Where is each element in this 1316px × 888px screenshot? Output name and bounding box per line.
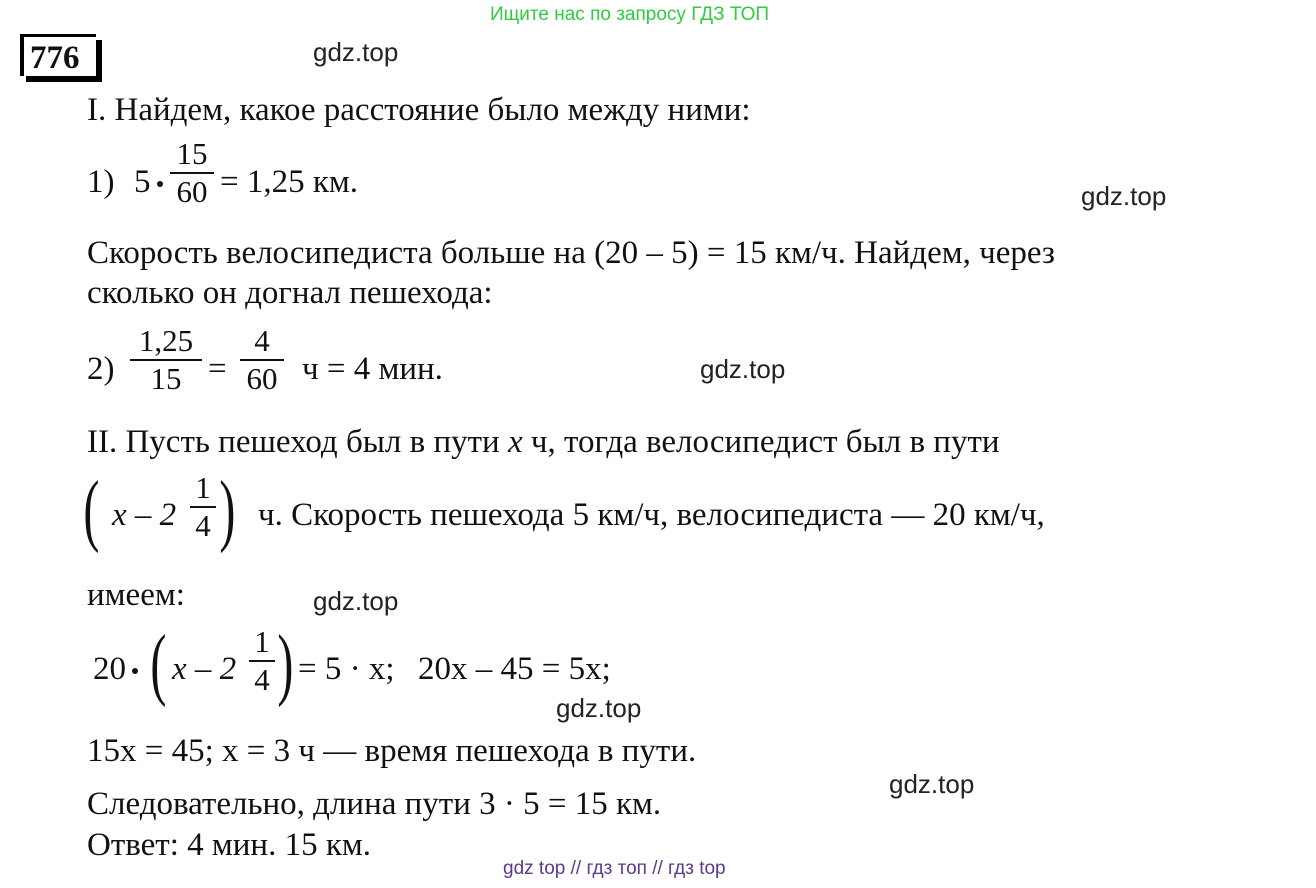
watermark: gdz.top (700, 354, 786, 384)
step2-equals: = (208, 351, 227, 387)
right-paren: ) (219, 466, 236, 554)
solution-line-6: II. Пусть пешеход был в пути x ч, тогда велосипедист был в пути (87, 424, 1000, 460)
watermark: gdz.top (889, 769, 975, 799)
watermark: gdz.top (313, 37, 399, 67)
step2-fraction-1 (130, 325, 202, 395)
step1-lead: 5 (134, 164, 169, 200)
watermark: gdz.top (1081, 181, 1167, 211)
step2-numerator-2: 4 (254, 323, 270, 358)
watermark: gdz.top (556, 693, 642, 723)
right-paren: ) (277, 620, 294, 708)
step2-result: ч = 4 мин. (302, 351, 443, 387)
step1-numerator: 15 (176, 136, 208, 171)
step1-label: 1) (87, 164, 115, 200)
equation-denominator: 4 (254, 662, 270, 697)
equation-numerator: 1 (254, 624, 270, 659)
equation-expr: x – 2 (172, 651, 237, 687)
left-paren: ( (83, 466, 100, 554)
solution-line-7: ч. Скорость пешехода 5 км/ч, велосипедиста — 20 км/ч, (258, 497, 1045, 533)
line7-fraction (190, 472, 216, 542)
watermark: gdz.top (313, 586, 399, 616)
footer-links[interactable]: gdz top // гдз топ // гдз top (503, 858, 726, 879)
multiply-dot-icon (157, 181, 163, 187)
answer-line: Ответ: 4 мин. 15 км. (87, 827, 371, 863)
step2-numerator-1: 1,25 (138, 323, 194, 358)
left-paren: ( (150, 620, 167, 708)
solution-line-10: 15x = 45; x = 3 ч — время пешехода в пути. (87, 733, 697, 769)
problem-number: 776 (20, 34, 96, 76)
solution-line-11: Следовательно, длина пути 3 · 5 = 15 км. (87, 786, 662, 822)
top-banner[interactable]: Ищите нас по запросу ГДЗ ТОП (490, 4, 770, 25)
equation-lead: 20 (93, 651, 144, 687)
step1-fraction (170, 138, 214, 208)
equation-rest-2: 20x – 45 = 5x; (418, 651, 611, 687)
line7-denominator: 4 (195, 508, 211, 543)
solution-line-1: I. Найдем, какое расстояние было между ними: (87, 92, 751, 128)
solution-line-4: сколько он догнал пешехода: (87, 275, 493, 311)
equation-rest-1: = 5 · x; (298, 651, 395, 687)
step2-denominator-1: 15 (150, 361, 182, 396)
step1-denominator: 60 (176, 174, 208, 209)
solution-line-8: имеем: (87, 577, 185, 613)
solution-line-3: Скорость велосипедиста больше на (20 – 5) = 15 км/ч. Найдем, через (87, 235, 1055, 271)
multiply-dot-icon (132, 668, 138, 674)
step2-denominator-2: 60 (246, 361, 278, 396)
equation-fraction (249, 626, 275, 696)
line7-expr: x – 2 (112, 497, 177, 533)
step1-result: = 1,25 км. (220, 164, 359, 200)
step2-label: 2) (87, 351, 115, 387)
line7-numerator: 1 (195, 470, 211, 505)
step2-fraction-2 (240, 325, 284, 395)
